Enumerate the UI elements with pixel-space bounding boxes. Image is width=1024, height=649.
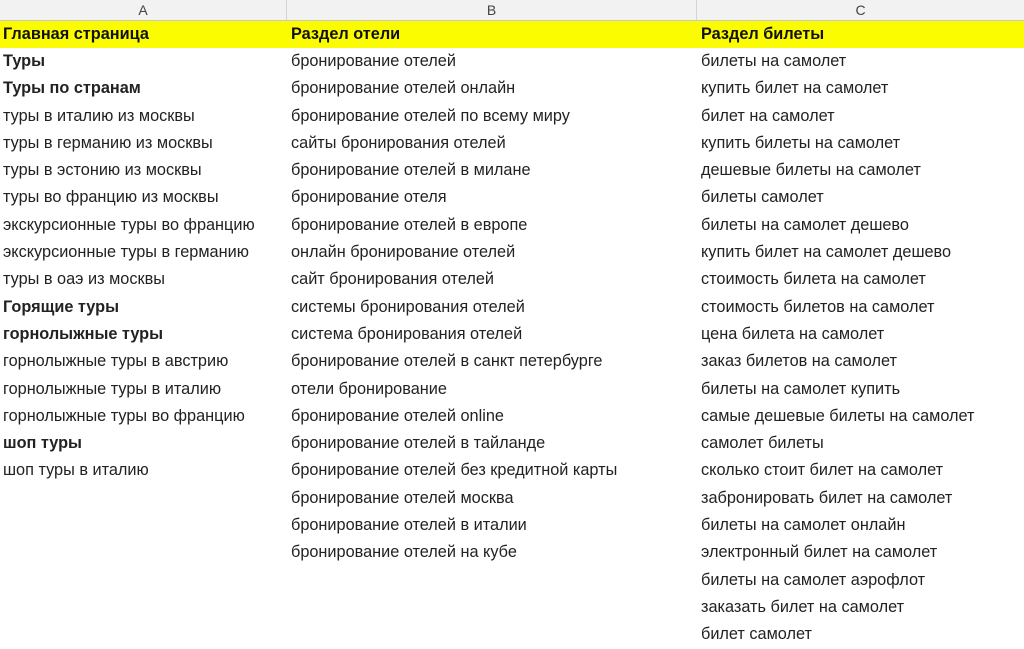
- cell-c2[interactable]: билеты на самолет: [701, 52, 847, 70]
- cell-c10[interactable]: стоимость билета на самолет: [701, 270, 926, 289]
- cell-a8[interactable]: экскурсионные туры во францию: [3, 215, 255, 234]
- cell-c19[interactable]: билеты на самолет онлайн: [701, 516, 906, 535]
- cell-a13[interactable]: горнолыжные туры в австрию: [3, 352, 229, 371]
- cell-a11[interactable]: Горящие туры: [3, 297, 119, 316]
- cell-c4[interactable]: билет на самолет: [701, 106, 835, 125]
- cell-c3[interactable]: купить билет на самолет: [701, 79, 889, 98]
- cell-b12[interactable]: система бронирования отелей: [291, 324, 523, 343]
- cell-a2[interactable]: Туры: [3, 52, 46, 70]
- cell-c8[interactable]: билеты на самолет дешево: [701, 215, 909, 234]
- column-header-row: [0, 0, 1024, 21]
- cell-c7[interactable]: билеты самолет: [701, 188, 824, 207]
- cell-b20[interactable]: бронирование отелей на кубе: [291, 543, 517, 562]
- cell-b16[interactable]: бронирование отелей в тайланде: [291, 434, 546, 453]
- cell-c20[interactable]: электронный билет на самолет: [701, 543, 938, 562]
- column-a-cells: [0, 21, 287, 485]
- column-header-b[interactable]: B: [287, 0, 697, 20]
- cell-b13[interactable]: бронирование отелей в санкт петербурге: [291, 352, 603, 371]
- spreadsheet-grid: [0, 21, 1024, 646]
- cell-b7[interactable]: бронирование отеля: [291, 188, 447, 207]
- cell-c6[interactable]: дешевые билеты на самолет: [701, 161, 921, 180]
- column-c-cells: [697, 21, 1024, 649]
- header-cell-c[interactable]: Раздел билеты: [697, 21, 1024, 48]
- cell-b18[interactable]: бронирование отелей москва: [291, 488, 514, 507]
- cell-c16[interactable]: самолет билеты: [701, 434, 824, 453]
- cell-c5[interactable]: купить билеты на самолет: [701, 133, 901, 152]
- cell-c13[interactable]: заказ билетов на самолет: [701, 352, 897, 371]
- cell-a5[interactable]: туры в германию из москвы: [3, 133, 213, 152]
- cell-b19[interactable]: бронирование отелей в италии: [291, 516, 527, 535]
- column-header-a[interactable]: A: [0, 0, 287, 20]
- column-b-cells: [287, 21, 697, 567]
- cell-c12[interactable]: цена билета на самолет: [701, 324, 885, 343]
- cell-a16[interactable]: шоп туры: [3, 434, 82, 453]
- header-cell-a[interactable]: Главная страница: [0, 21, 287, 48]
- cell-b17[interactable]: бронирование отелей без кредитной карты: [291, 461, 618, 480]
- column-header-c[interactable]: C: [855, 2, 866, 18]
- cell-b11[interactable]: системы бронирования отелей: [291, 297, 525, 316]
- cell-a3[interactable]: Туры по странам: [3, 79, 141, 98]
- cell-c9[interactable]: купить билет на самолет дешево: [701, 243, 952, 262]
- cell-b4[interactable]: бронирование отелей по всему миру: [291, 106, 570, 125]
- cell-a14[interactable]: горнолыжные туры в италию: [3, 379, 222, 398]
- cell-c17[interactable]: сколько стоит билет на самолет: [701, 461, 944, 480]
- header-cell-b[interactable]: Раздел отели: [287, 21, 697, 48]
- cell-a7[interactable]: туры во францию из москвы: [3, 188, 219, 207]
- cell-b5[interactable]: сайты бронирования отелей: [291, 133, 506, 152]
- cell-c15[interactable]: самые дешевые билеты на самолет: [701, 406, 975, 425]
- cell-a17[interactable]: шоп туры в италию: [3, 461, 149, 480]
- cell-c21[interactable]: билеты на самолет аэрофлот: [701, 570, 926, 589]
- cell-c14[interactable]: билеты на самолет купить: [701, 379, 901, 398]
- cell-b15[interactable]: бронирование отелей online: [291, 406, 504, 425]
- cell-c11[interactable]: стоимость билетов на самолет: [701, 297, 935, 316]
- cell-b6[interactable]: бронирование отелей в милане: [291, 161, 531, 180]
- cell-a15[interactable]: горнолыжные туры во францию: [3, 406, 245, 425]
- cell-b10[interactable]: сайт бронирования отелей: [291, 270, 494, 289]
- cell-c18[interactable]: забронировать билет на самолет: [701, 488, 953, 507]
- cell-a12[interactable]: горнолыжные туры: [3, 324, 164, 343]
- cell-b8[interactable]: бронирование отелей в европе: [291, 215, 528, 234]
- cell-b9[interactable]: онлайн бронирование отелей: [291, 243, 516, 262]
- cell-a9[interactable]: экскурсионные туры в германию: [3, 243, 249, 262]
- cell-b3[interactable]: бронирование отелей онлайн: [291, 79, 516, 98]
- cell-c22[interactable]: заказать билет на самолет: [701, 597, 905, 616]
- cell-a4[interactable]: туры в италию из москвы: [3, 106, 195, 125]
- cell-a6[interactable]: туры в эстонию из москвы: [3, 161, 202, 180]
- cell-b14[interactable]: отели бронирование: [291, 379, 447, 398]
- cell-a10[interactable]: туры в оаэ из москвы: [3, 270, 165, 289]
- cell-c23[interactable]: билет самолет: [701, 625, 812, 644]
- cell-b2[interactable]: бронирование отелей: [291, 52, 456, 70]
